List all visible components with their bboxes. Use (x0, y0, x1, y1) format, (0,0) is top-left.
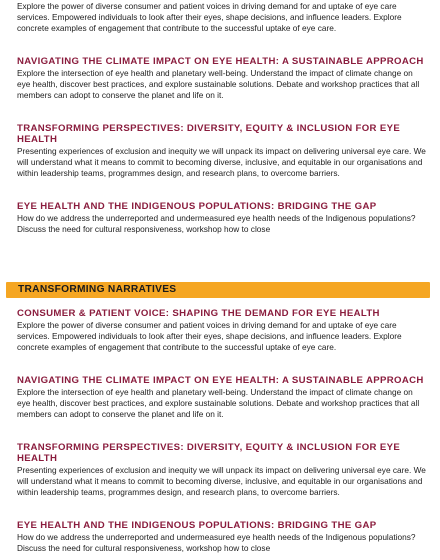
session-title[interactable]: TRANSFORMING PERSPECTIVES: DIVERSITY, EQUITY & INCLUSION FOR EYE HEALTH (17, 123, 401, 145)
session-list-bottom (0, 300, 440, 560)
session-title[interactable]: NAVIGATING THE CLIMATE IMPACT ON EYE HEALTH: A SUSTAINABLE APPROACH (17, 56, 424, 67)
session-description: Explore the power of diverse consumer and patient voices in driving demand for and uptake of eye care services. Empowered individuals to look after their eyes, shape decisions, and influence leaders. Explore concrete examples of engagement that contribute to the successful uptake of eye care. (17, 320, 402, 352)
session-card[interactable] (0, 56, 440, 101)
session-card[interactable] (0, 375, 440, 420)
session-card[interactable] (0, 520, 440, 554)
session-description: Presenting experiences of exclusion and inequity we will unpack its impact on delivering universal eye care. We will understand what it means to commit to becoming diverse, inclusive, and equitable in our organisations and within leadership teams, programmes design, and research plans, to overcome barriers. (17, 146, 426, 178)
session-card[interactable] (0, 308, 440, 353)
section-banner-label: TRANSFORMING NARRATIVES (18, 284, 177, 295)
session-title[interactable]: EYE HEALTH AND THE INDIGENOUS POPULATIONS: BRIDGING THE GAP (17, 201, 377, 212)
session-description: Explore the intersection of eye health and planetary well-being. Understand the impact of climate change on eye health, discover best practices, and explore sustainable solutions. Debate and workshop practices that all members can adopt to conserve the planet and life on it. (17, 68, 420, 100)
session-card[interactable] (0, 442, 440, 498)
session-list-top (0, 0, 440, 275)
session-description: How do we address the underreported and undermeasured eye health needs of the Indigenous populations? Discuss the need for cultural responsiveness, workshop how to close (17, 213, 416, 234)
session-description: Presenting experiences of exclusion and inequity we will unpack its impact on delivering universal eye care. We will understand what it means to commit to becoming diverse, inclusive, and equitable in our organisations and within leadership teams, programmes design, and research plans, to overcome barriers. (17, 465, 426, 497)
session-description: Explore the intersection of eye health and planetary well-being. Understand the impact of climate change on eye health, discover best practices, and explore sustainable solutions. Debate and workshop practices that all members can adopt to conserve the planet and life on it. (17, 387, 420, 419)
session-description: Explore the power of diverse consumer and patient voices in driving demand for and uptake of eye care services. Empowered individuals to look after their eyes, shape decisions, and influence leaders. Explore concrete examples of engagement that contribute to the successful uptake of eye care. (17, 1, 402, 33)
session-title[interactable]: EYE HEALTH AND THE INDIGENOUS POPULATIONS: BRIDGING THE GAP (17, 520, 377, 531)
session-card[interactable] (0, 0, 440, 34)
session-description: How do we address the underreported and undermeasured eye health needs of the Indigenous populations? Discuss the need for cultural responsiveness, workshop how to close (17, 532, 416, 553)
session-title[interactable]: CONSUMER & PATIENT VOICE: SHAPING THE DEMAND FOR EYE HEALTH (17, 308, 380, 319)
session-title[interactable]: TRANSFORMING PERSPECTIVES: DIVERSITY, EQUITY & INCLUSION FOR EYE HEALTH (17, 442, 401, 464)
section-banner (6, 282, 430, 298)
session-title[interactable]: NAVIGATING THE CLIMATE IMPACT ON EYE HEALTH: A SUSTAINABLE APPROACH (17, 375, 424, 386)
session-card[interactable] (0, 123, 440, 179)
session-card[interactable] (0, 201, 440, 235)
